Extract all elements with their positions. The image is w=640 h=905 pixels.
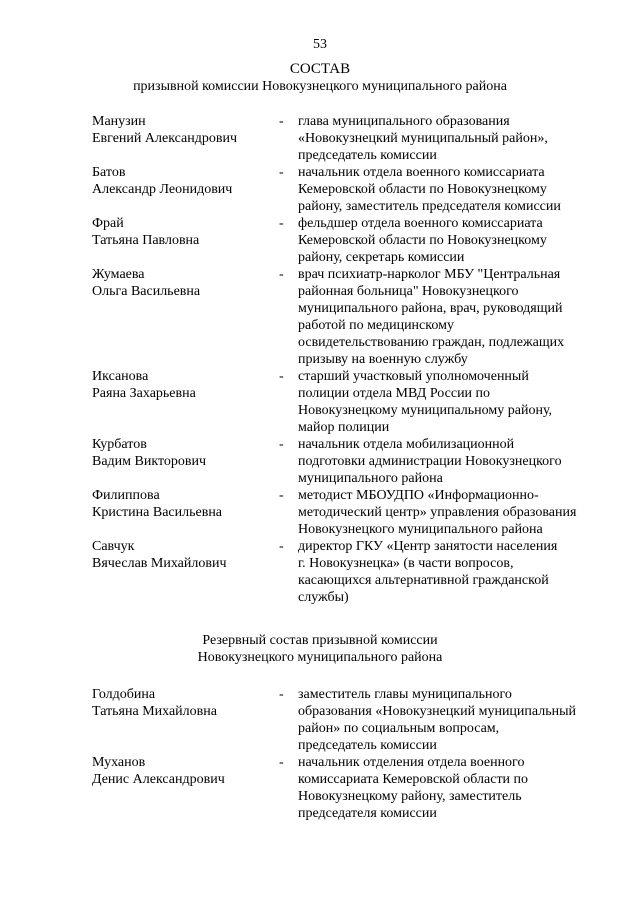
member-role-line: Новокузнецкому муниципальному району, [298, 403, 553, 418]
separator-dash: - [279, 687, 284, 702]
member-entry [92, 436, 612, 487]
member-role-line: район» по социальным вопросам, [298, 721, 500, 736]
member-given-names: Кристина Васильевна [92, 505, 223, 520]
member-name [92, 368, 279, 402]
separator-dash: - [279, 755, 284, 770]
member-entry [92, 487, 612, 538]
member-role-line: службы) [298, 590, 349, 605]
separator-dash: - [279, 488, 284, 503]
member-role-line: методический центр» управления образования [298, 505, 577, 520]
member-role [298, 487, 608, 538]
page-number: 53 [313, 37, 327, 52]
member-entry [92, 215, 612, 266]
member-surname: Батов [92, 165, 126, 180]
member-entry [92, 368, 612, 436]
member-surname: Савчук [92, 539, 135, 554]
member-role [298, 215, 608, 266]
member-role-line: методист МБОУДПО «Информационно- [298, 488, 539, 503]
member-name [92, 686, 279, 720]
member-role-line: начальник отдела военного комиссариата [298, 165, 545, 180]
member-role [298, 754, 608, 822]
member-entry [92, 164, 612, 215]
document-heading [0, 61, 640, 95]
reserve-heading-line: Резервный состав призывной комиссии [202, 633, 438, 648]
member-role-line: району, заместитель председателя комиссии [298, 199, 561, 214]
separator-dash: - [279, 165, 284, 180]
member-role-line: майор полиции [298, 420, 390, 435]
member-name [92, 487, 279, 521]
member-role [298, 164, 608, 215]
member-name [92, 164, 279, 198]
member-role [298, 368, 608, 436]
reserve-members-list [92, 686, 612, 822]
member-name [92, 113, 279, 147]
member-role-line: образования «Новокузнецкий муниципальный [298, 704, 577, 719]
member-surname: Фрай [92, 216, 124, 231]
member-role-line: фельдшер отдела военного комиссариата [298, 216, 543, 231]
member-given-names: Ольга Васильевна [92, 284, 201, 299]
member-role-line: муниципального района, врач, руководящий [298, 301, 563, 316]
member-name [92, 266, 279, 300]
member-role-line: району, секретарь комиссии [298, 250, 465, 265]
member-role-line: г. Новокузнецка» (в части вопросов, [298, 556, 514, 571]
member-surname: Курбатов [92, 437, 147, 452]
member-role-line: председателя комиссии [298, 806, 437, 821]
member-role-line: заместитель главы муниципального [298, 687, 512, 702]
member-role-line: «Новокузнецкий муниципальный район», [298, 131, 548, 146]
member-role-line: полиции отдела МВД России по [298, 386, 491, 401]
separator-dash: - [279, 216, 284, 231]
member-surname: Манузин [92, 114, 146, 129]
member-entry [92, 686, 612, 754]
document-title: СОСТАВ [289, 61, 351, 77]
member-given-names: Раяна Захарьевна [92, 386, 196, 401]
member-role-line: работой по медицинскому [298, 318, 454, 333]
member-name [92, 754, 279, 788]
member-role [298, 538, 608, 606]
member-role-line: освидетельствованию граждан, подлежащих [298, 335, 565, 350]
member-entry [92, 266, 612, 368]
member-role-line: Кемеровской области по Новокузнецкому [298, 182, 547, 197]
member-surname: Голдобина [92, 687, 156, 702]
member-entry [92, 538, 612, 606]
member-given-names: Денис Александрович [92, 772, 225, 787]
separator-dash: - [279, 369, 284, 384]
member-role-line: Новокузнецкого муниципального района [298, 522, 543, 537]
member-name [92, 436, 279, 470]
member-given-names: Татьяна Михайловна [92, 704, 217, 719]
separator-dash: - [279, 114, 284, 129]
member-role-line: призыву на военную службу [298, 352, 468, 367]
member-role-line: председатель комиссии [298, 148, 437, 163]
separator-dash: - [279, 437, 284, 452]
document-subtitle: призывной комиссии Новокузнецкого муниципального района [133, 79, 507, 94]
separator-dash: - [279, 267, 284, 282]
member-entry [92, 113, 612, 164]
member-role-line: врач психиатр-нарколог МБУ "Центральная [298, 267, 561, 282]
member-role [298, 686, 608, 754]
member-role-line: комиссариата Кемеровской области по [298, 772, 529, 787]
separator-dash: - [279, 539, 284, 554]
member-given-names: Евгений Александрович [92, 131, 238, 146]
reserve-heading [0, 632, 640, 666]
member-given-names: Татьяна Павловна [92, 233, 200, 248]
member-surname: Иксанова [92, 369, 149, 384]
member-role-line: старший участковый уполномоченный [298, 369, 529, 384]
member-role-line: директор ГКУ «Центр занятости населения [298, 539, 558, 554]
member-role [298, 436, 608, 487]
member-role-line: Кемеровской области по Новокузнецкому [298, 233, 547, 248]
member-surname: Филиппова [92, 488, 160, 503]
member-role-line: муниципального района [298, 471, 443, 486]
member-role-line: касающихся альтернативной гражданской [298, 573, 549, 588]
member-role-line: начальник отделения отдела военного [298, 755, 525, 770]
member-surname: Муханов [92, 755, 146, 770]
member-role [298, 113, 608, 164]
member-role-line: председатель комиссии [298, 738, 437, 753]
member-entry [92, 754, 612, 822]
member-role-line: начальник отдела мобилизационной [298, 437, 515, 452]
member-role-line: районная больница" Новокузнецкого [298, 284, 519, 299]
commission-members-list [92, 113, 612, 606]
member-given-names: Александр Леонидович [92, 182, 233, 197]
reserve-heading-line: Новокузнецкого муниципального района [197, 650, 443, 665]
member-role-line: глава муниципального образования [298, 114, 510, 129]
member-role [298, 266, 608, 368]
member-name [92, 538, 279, 572]
member-role-line: Новокузнецкому району, заместитель [298, 789, 522, 804]
member-name [92, 215, 279, 249]
member-surname: Жумаева [92, 267, 145, 282]
member-given-names: Вячеслав Михайлович [92, 556, 227, 571]
member-role-line: подготовки администрации Новокузнецкого [298, 454, 562, 469]
member-given-names: Вадим Викторович [92, 454, 207, 469]
